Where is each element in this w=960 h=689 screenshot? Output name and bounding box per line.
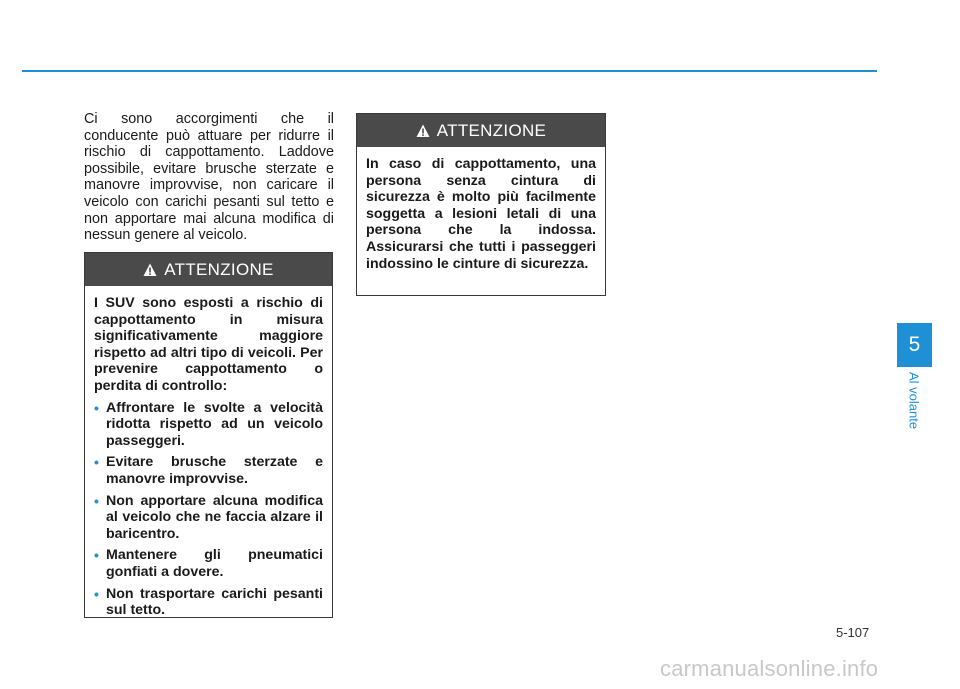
list-item: • Affrontare le svolte a velocità ridotta rispetto ad un veicolo passeggeri. — [94, 399, 323, 449]
list-item: • Non apportare alcuna modifica al veicolo che ne faccia alzare il baricentro. — [94, 492, 323, 542]
intro-paragraph: Ci sono accorgimenti che il conducente può attuare per ridurre il rischio di cappottamento. Laddove possibile, evitare brusche sterzate e manovre improvvise, non caricare il veicolo con carichi pesanti sul tetto e non apportare mai alcuna modifica di nessun genere al veicolo. — [84, 111, 334, 244]
warning-body — [357, 147, 605, 282]
bullet-dot: • — [94, 399, 99, 416]
bullet-dot: • — [94, 547, 99, 564]
top-rule — [22, 70, 877, 72]
warning-box-suv — [84, 252, 333, 618]
bullet-dot: • — [94, 585, 99, 602]
list-item: • Non trasportare carichi pesanti sul tetto. — [94, 585, 323, 619]
warning-header — [85, 253, 332, 286]
list-item: • Evitare brusche sterzate e manovre improvvise. — [94, 454, 323, 487]
warning-triangle-icon — [143, 263, 157, 277]
list-item: • Mantenere gli pneumatici gonfiati a dovere. — [94, 547, 323, 580]
warning-box-seatbelt — [356, 113, 606, 296]
warning-header — [357, 114, 605, 147]
chapter-label: Al volante — [906, 372, 922, 430]
page-number: 5-107 — [836, 625, 870, 640]
warning-bullet-list — [94, 400, 323, 619]
warning-title: ATTENZIONE — [164, 259, 274, 279]
warning-triangle-icon — [416, 124, 430, 138]
bullet-dot: • — [94, 454, 99, 471]
bullet-dot: • — [94, 492, 99, 509]
warning-title: ATTENZIONE — [436, 120, 547, 140]
warning-text: I SUV sono esposti a rischio di cappottamento in misura significativamente maggiore rispetto ad altri tipo di veicoli. Per prevenire cappottamento o perdita di controllo: — [94, 295, 323, 394]
watermark: carmanualsonline.info — [660, 656, 879, 681]
warning-body — [85, 286, 332, 629]
chapter-number-tab: 5 — [897, 323, 932, 367]
warning-text: In caso di cappottamento, una persona senza cintura di sicurezza è molto più facilmente soggetta a lesioni letali di una persona che la indossa. Assicurarsi che tutti i passeggeri indossino le cinture di sicurezza. — [366, 156, 596, 272]
